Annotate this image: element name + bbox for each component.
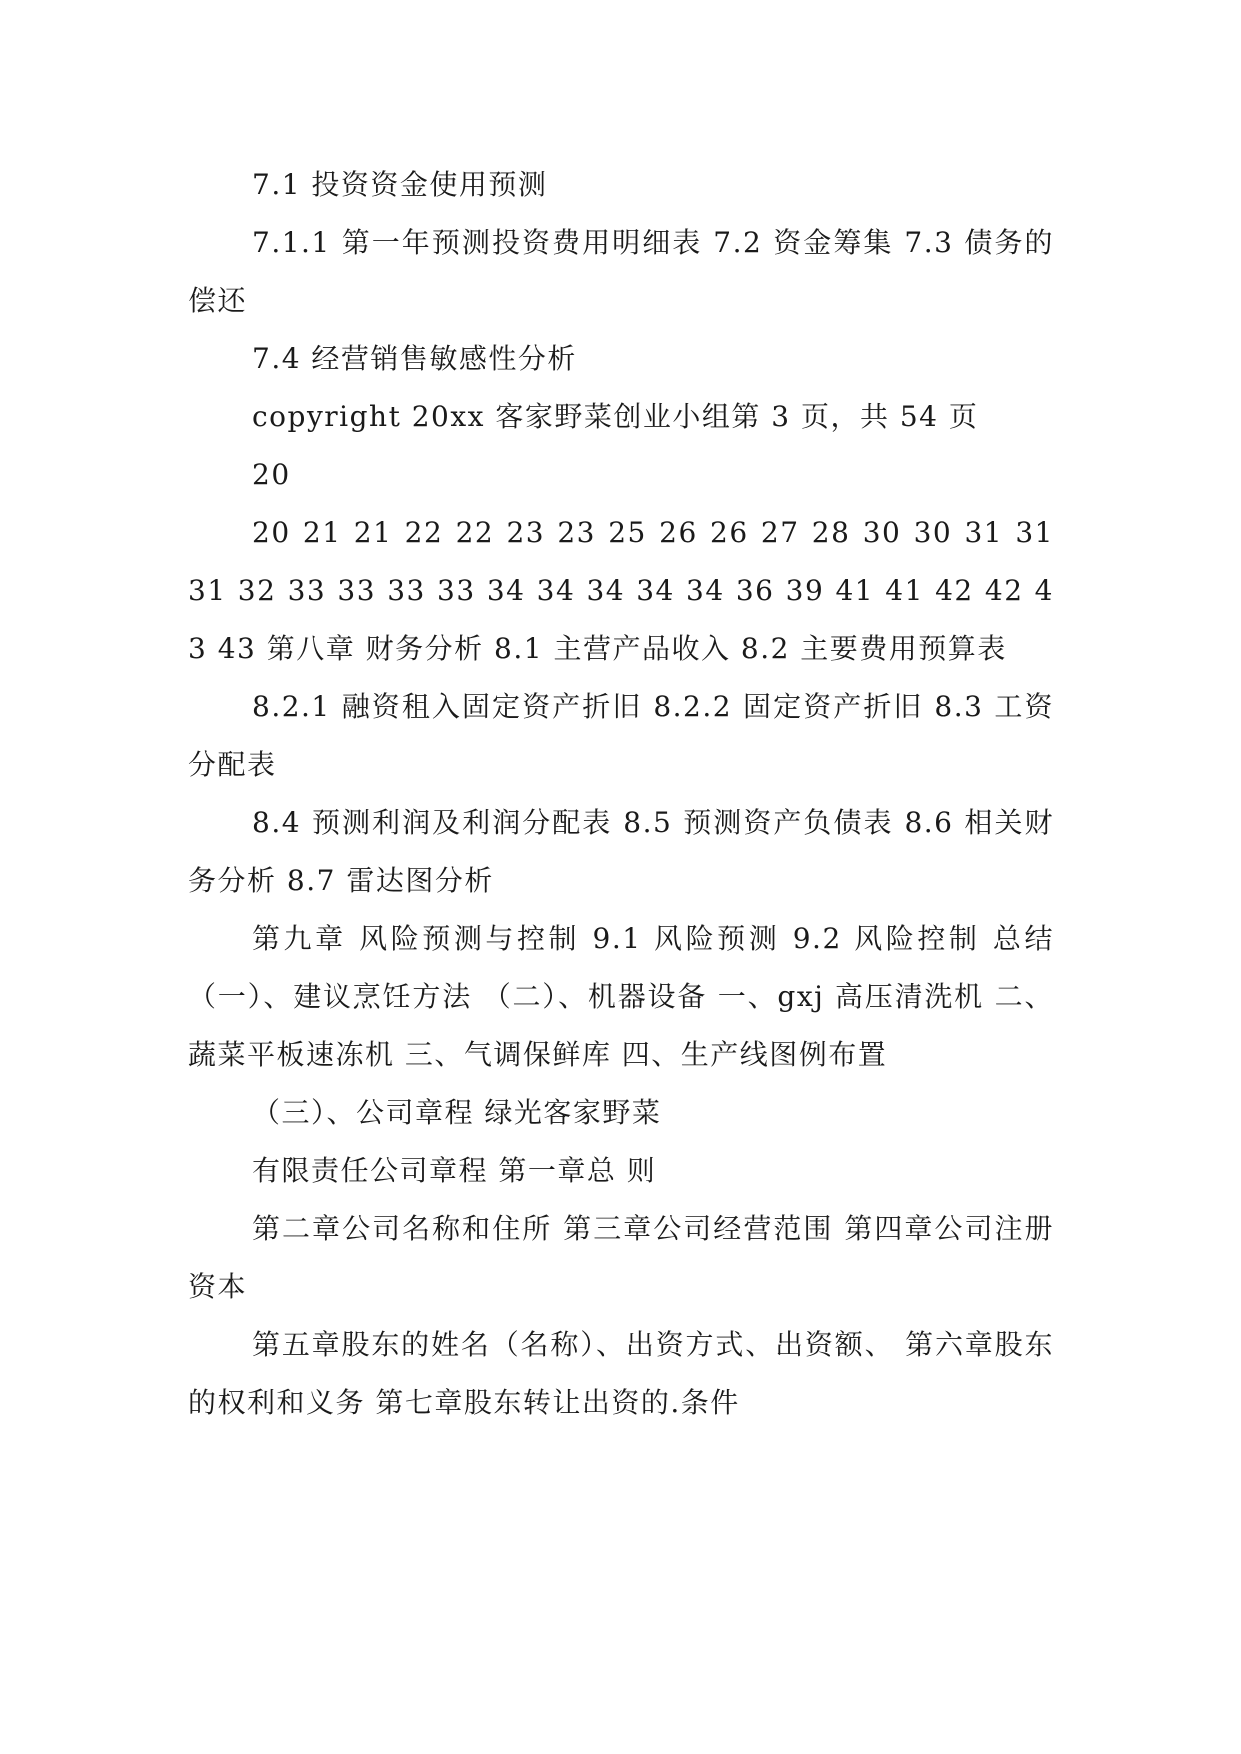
document-body	[188, 156, 1054, 1432]
paragraph-8-4: 8.4 预测利润及利润分配表 8.5 预测资产负债表 8.6 相关财务分析 8.7 雷达图分析	[188, 806, 1054, 897]
paragraph-7-4: 7.4 经营销售敏感性分析	[252, 342, 577, 375]
page-numbers-chapter-8: 20 21 21 22 22 23 23 25 26 26 27 28 30 30 31 31 31 32 33 33 33 33 34 34 34 34 34 36 39 41 41 42 42 43 43 第八章 财务分析 8.1 主营产品收入 8.2 主要费用预算表	[188, 516, 1054, 665]
copyright-line: copyright 20xx 客家野菜创业小组第 3 页，共 54 页	[252, 400, 979, 433]
paragraph-7-1-1: 7.1.1 第一年预测投资费用明细表 7.2 资金筹集 7.3 债务的偿还	[188, 226, 1054, 317]
paragraph-7-1: 7.1 投资资金使用预测	[252, 168, 548, 201]
paragraph-company-charter: （三）、公司章程 绿光客家野菜	[252, 1096, 662, 1129]
paragraph-chapter-9: 第九章 风险预测与控制 9.1 风险预测 9.2 风险控制 总结 （一）、建议烹饪方法 （二）、机器设备 一、gxj 高压清洗机 二、蔬菜平板速冻机 三、气调保鲜库 四、生产线图例布置	[188, 922, 1054, 1071]
page-number-line: 20	[252, 458, 291, 491]
paragraph-charter-chapters-5-7: 第五章股东的姓名（名称）、出资方式、出资额、 第六章股东的权利和义务 第七章股东转让出资的.条件	[188, 1328, 1054, 1419]
paragraph-8-2-1: 8.2.1 融资租入固定资产折旧 8.2.2 固定资产折旧 8.3 工资分配表	[188, 690, 1054, 781]
paragraph-charter-chapters-2-4: 第二章公司名称和住所 第三章公司经营范围 第四章公司注册资本	[188, 1212, 1054, 1303]
paragraph-charter-chapter-1: 有限责任公司章程 第一章总 则	[252, 1154, 657, 1187]
